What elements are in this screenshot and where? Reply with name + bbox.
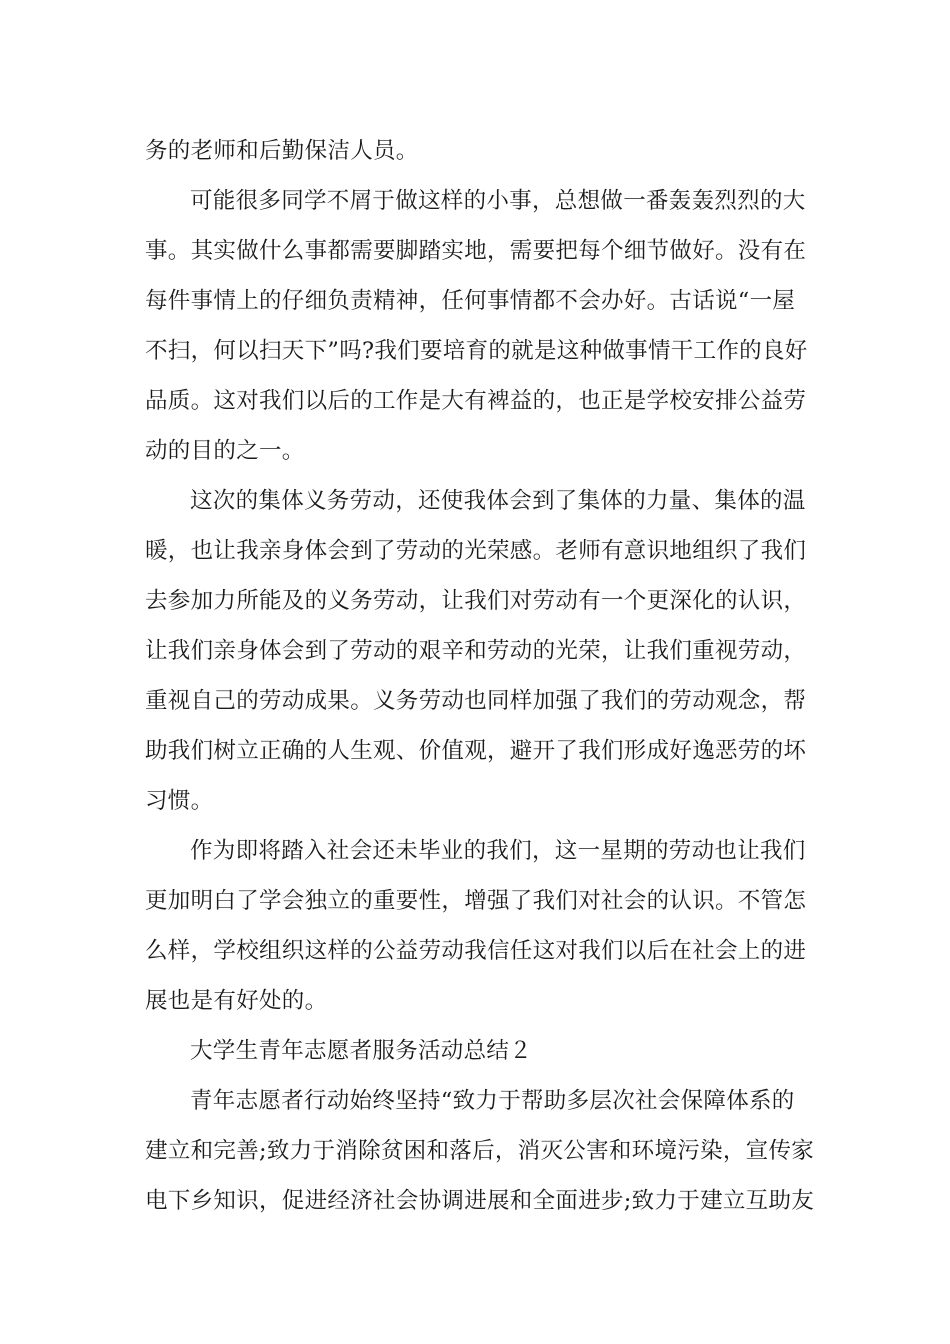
- text-line: 动的目的之一。: [145, 438, 305, 464]
- text-line: 习惯。: [145, 788, 214, 814]
- paragraph-start-line: 这次的集体义务劳动，还使我体会到了集体的力量、集体的温: [190, 488, 806, 514]
- text-line: 务的老师和后勤保洁人员。: [145, 138, 419, 164]
- text-line: 品质。这对我们以后的工作是大有裨益的，也正是学校安排公益劳: [145, 388, 807, 414]
- text-line: 助我们树立正确的人生观、价值观，避开了我们形成好逸恶劳的坏: [145, 738, 807, 764]
- text-line: 更加明白了学会独立的重要性，增强了我们对社会的认识。不管怎: [145, 888, 807, 914]
- text-line: 建立和完善;致力于消除贫困和落后，消灭公害和环境污染，宣传家: [145, 1138, 815, 1164]
- text-line: 暖，也让我亲身体会到了劳动的光荣感。老师有意识地组织了我们: [145, 538, 807, 564]
- text-line: 不扫，何以扫天下”吗?我们要培育的就是这种做事情干工作的良好: [145, 338, 808, 364]
- text-line: 让我们亲身体会到了劳动的艰辛和劳动的光荣，让我们重视劳动，: [145, 638, 807, 664]
- section-heading: 大学生青年志愿者服务活动总结２: [190, 1038, 533, 1064]
- text-line: 每件事情上的仔细负责精神，任何事情都不会办好。古话说“一屋: [145, 288, 796, 314]
- text-line: 重视自己的劳动成果。义务劳动也同样加强了我们的劳动观念，帮: [145, 688, 807, 714]
- paragraph-start-line: 作为即将踏入社会还未毕业的我们，这一星期的劳动也让我们: [190, 838, 806, 864]
- paragraph-start-line: 青年志愿者行动始终坚持“致力于帮助多层次社会保障体系的: [190, 1088, 795, 1114]
- text-line: 么样，学校组织这样的公益劳动我信任这对我们以后在社会上的进: [145, 938, 807, 964]
- text-line: 去参加力所能及的义务劳动，让我们对劳动有一个更深化的认识，: [145, 588, 807, 614]
- text-line: 事。其实做什么事都需要脚踏实地，需要把每个细节做好。没有在: [145, 238, 807, 264]
- paragraph-start-line: 可能很多同学不屑于做这样的小事，总想做一番轰轰烈烈的大: [190, 188, 806, 214]
- text-line: 展也是有好处的。: [145, 988, 328, 1014]
- text-line: 电下乡知识，促进经济社会协调进展和全面进步;致力于建立互助友: [145, 1188, 815, 1214]
